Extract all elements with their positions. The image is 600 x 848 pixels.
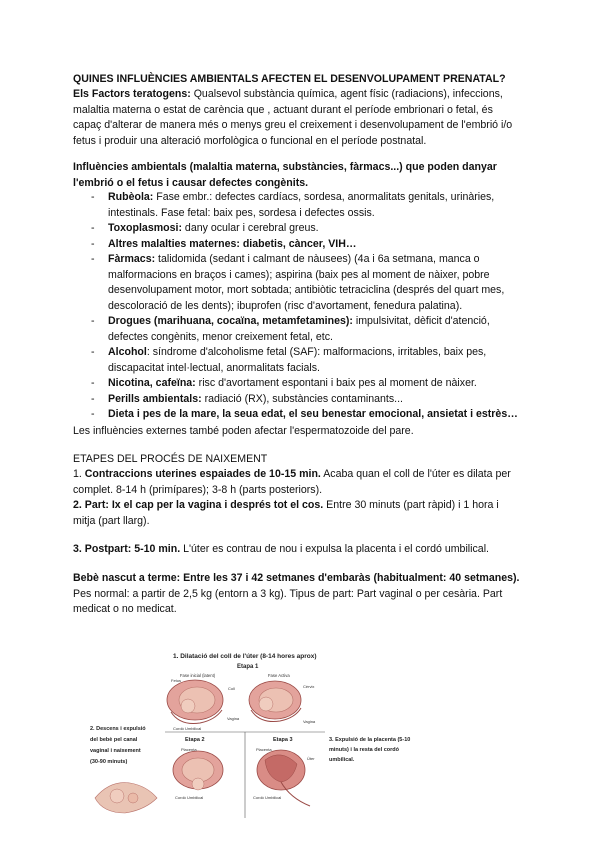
- fase-activa-label: Fase Activa: [268, 673, 290, 678]
- item-label: Drogues (marihuana, cocaïna, metamfetamines):: [108, 315, 353, 327]
- stage-text: L'úter es contrau de nou i expulsa la placenta i el cordó umbilical.: [180, 543, 489, 555]
- influences-heading: Influències ambientals (malaltia materna, substàncies, fàrmacs...) que poden danyar l'embrió o el fetus i causar defectes congènits.: [73, 161, 497, 189]
- stage-2: [73, 498, 523, 529]
- list-item: - Drogues (marihuana, cocaïna, metamfetamines): impulsivitat, dèficit d'atenció, defectes congènits, menor creixement fetal, etc.: [91, 315, 490, 343]
- item-label: Toxoplasmosi:: [108, 222, 182, 234]
- coll-label: Coll: [228, 686, 235, 691]
- etapa-2-illustration: [173, 737, 223, 800]
- birth-stages-figure: [85, 648, 545, 823]
- stage-label: Contraccions uterines espaiades de 10-15 min.: [84, 468, 321, 480]
- list-item: - Altres malalties maternes: diabetis, càncer, VIH…: [91, 237, 357, 250]
- etapa-3-illustration: [253, 737, 315, 806]
- item-label: Nicotina, cafeïna:: [108, 377, 196, 389]
- uter-label: Úter: [307, 756, 315, 761]
- figure-caption-2-line1: 2. Descens i expulsió: [90, 726, 146, 732]
- stage-label: Postpart: 5-10 min.: [84, 543, 181, 555]
- figure-caption-2-line3: vaginal i naixement: [90, 748, 141, 754]
- item-label: Altres malalties maternes: diabetis, càncer, VIH…: [108, 237, 357, 250]
- item-text: dany ocular i cerebral greus.: [181, 222, 319, 234]
- list-item: - Fàrmacs: talidomida (sedant i calmant de nàusees) (4a i 6a setmana, manca o malformacions en braços i cames); aspirina (baix pes al moment de nàixer, pobre desenvolupament motor, mort sobtada; antibiòtic tetraciclina (després del quart mes, descoloració de les dents); ibuprofen (risc d'avortament, fenedura palatina).: [91, 253, 505, 312]
- list-item: - Rubèola: Fase embr.: defectes cardíacs, sordesa, anormalitats genitals, urinàries, intestinals. Fase fetal: baix pes, sordesa i defectes ossis.: [91, 191, 495, 219]
- figure-caption-3-line1: 3. Expulsió de la placenta (5-10: [329, 737, 411, 743]
- stage-number: 3.: [73, 543, 85, 555]
- vagina-label: Vagina: [303, 719, 316, 724]
- cordo-label-2: Cordó Umbilical: [175, 795, 204, 800]
- fase-activa-illustration: [249, 673, 316, 724]
- cordo-label: Cordó Umbilical: [173, 726, 202, 731]
- list-item: - Toxoplasmosi: dany ocular i cerebral greus.: [91, 222, 319, 234]
- figure-caption-2-line2: del bebè pel canal: [90, 737, 138, 743]
- figure-caption-3-line2: minuts) i la resta del cordó: [329, 747, 399, 753]
- item-text: Fase embr.: defectes cardíacs, sordesa, anormalitats genitals, urinàries, intestinals. Fase fetal: baix pes, sordesa i defectes ossis.: [108, 191, 495, 219]
- stage-number: 2.: [73, 499, 85, 511]
- bebe-paragraph: [73, 571, 523, 618]
- vagina-label: Vagina: [227, 716, 240, 721]
- etapa-1-label: Etapa 1: [237, 664, 259, 670]
- etapes-heading: ETAPES DEL PROCÉS DE NAIXEMENT: [73, 453, 268, 465]
- cervix-label: Cèrvix: [303, 684, 315, 689]
- stage-3: [73, 542, 523, 558]
- stage-text: Entre 30 minuts (part ràpid) i 1 hora i mitja (part llarg).: [73, 499, 499, 527]
- fase-inicial-label: Fase inicial (latent): [180, 673, 216, 678]
- item-label: Fàrmacs:: [108, 253, 156, 265]
- figure-caption-2-line4: (30-90 minuts): [90, 759, 128, 765]
- bebe-label: Bebè nascut a terme: Entre les 37 i 42 setmanes d'embaràs (habitualment: 40 setmanes).: [73, 572, 520, 584]
- newborn-illustration: [95, 783, 157, 813]
- list-item: - Dieta i pes de la mare, la seua edat, el seu benestar emocional, ansietat i estrès…: [91, 408, 518, 420]
- fase-inicial-illustration: [167, 673, 240, 731]
- figure-caption-3-line3: umbilical.: [329, 757, 355, 763]
- placenta-label-3: Placenta: [256, 747, 272, 752]
- item-text: radiació (RX), substàncies contaminants...: [201, 392, 403, 405]
- etapa-3-label: Etapa 3: [273, 737, 293, 743]
- teratogens-text: Qualsevol substància química, agent físic (radiacions), infeccions, malaltia materna o estat de carència que , actuant durant el període embrionari o fetal, és capaç d'alterar de manera més o menys greu el creixement i desenvolupament de l'embrió i/o fetus i produir una alteració morfològica o funcional en el període postnatal.: [73, 88, 513, 147]
- item-text: talidomida (sedant i calmant de nàusees) (4a i 6a setmana, manca o malformacions en braços i cames); aspirina (baix pes al moment de nàixer, pobre desenvolupament motor, mort sobtada; antibiòtic tetraciclina (després del quart mes, descoloració de les dents); ibuprofen (risc d'avortament, fenedura palatina).: [108, 253, 505, 312]
- item-label: Dieta i pes de la mare, la seua edat, el seu benestar emocional, ansietat i estrès…: [108, 408, 518, 420]
- placenta-label-2: Placenta: [181, 747, 197, 752]
- father-note: Les influències externes també poden afectar l'espermatozoide del pare.: [73, 425, 414, 437]
- stage-1: [73, 467, 523, 498]
- item-text: risc d'avortament espontani i baix pes al moment de nàixer.: [195, 377, 477, 389]
- item-label: Alcohol: [108, 346, 147, 358]
- stage-label: Part: Ix el cap per la vagina i després tot el cos.: [84, 499, 324, 511]
- influences-list: [91, 190, 531, 423]
- stage-number: 1.: [73, 468, 85, 480]
- list-item: - Alcohol: síndrome d'alcoholisme fetal (SAF): malformacions, irritables, baix pes, discapacitat intel·lectual, anormalitats facials.: [91, 346, 487, 374]
- figure-caption-1: 1. Dilatació del coll de l'úter (8-14 hores aprox): [173, 653, 317, 660]
- item-label: Rubèola:: [108, 191, 154, 203]
- item-text: impulsivitat, dèficit d'atenció, defectes congènits, menor creixement fetal, etc.: [108, 315, 490, 343]
- teratogens-paragraph: [73, 87, 523, 149]
- item-text: : síndrome d'alcoholisme fetal (SAF): malformacions, irritables, baix pes, discapacitat intel·lectual, anormalitats facials.: [108, 346, 487, 374]
- bebe-text: Pes normal: a partir de 2,5 kg (entorn a 3 kg). Tipus de part: Part vaginal o per cesària. Part medicat o no medicat.: [73, 587, 503, 615]
- etapa-2-label: Etapa 2: [185, 737, 205, 743]
- list-item: - Perills ambientals: radiació (RX), substàncies contaminants...: [91, 392, 403, 405]
- fetus-label: Fetus: [171, 678, 182, 683]
- cordo-label-3: Cordó Umbilical: [253, 795, 282, 800]
- document-title: QUINES INFLUÈNCIES AMBIENTALS AFECTEN EL DESENVOLUPAMENT PRENATAL?: [73, 73, 506, 85]
- list-item: - Nicotina, cafeïna: risc d'avortament espontani i baix pes al moment de nàixer.: [91, 377, 477, 389]
- stage-text: Acaba quan el coll de l'úter es dilata per complet. 8-14 h (primípares); 3-8 h (parts posteriors).: [73, 468, 511, 496]
- item-label: Perills ambientals:: [108, 392, 202, 405]
- teratogens-label: Els Factors teratogens:: [73, 88, 191, 100]
